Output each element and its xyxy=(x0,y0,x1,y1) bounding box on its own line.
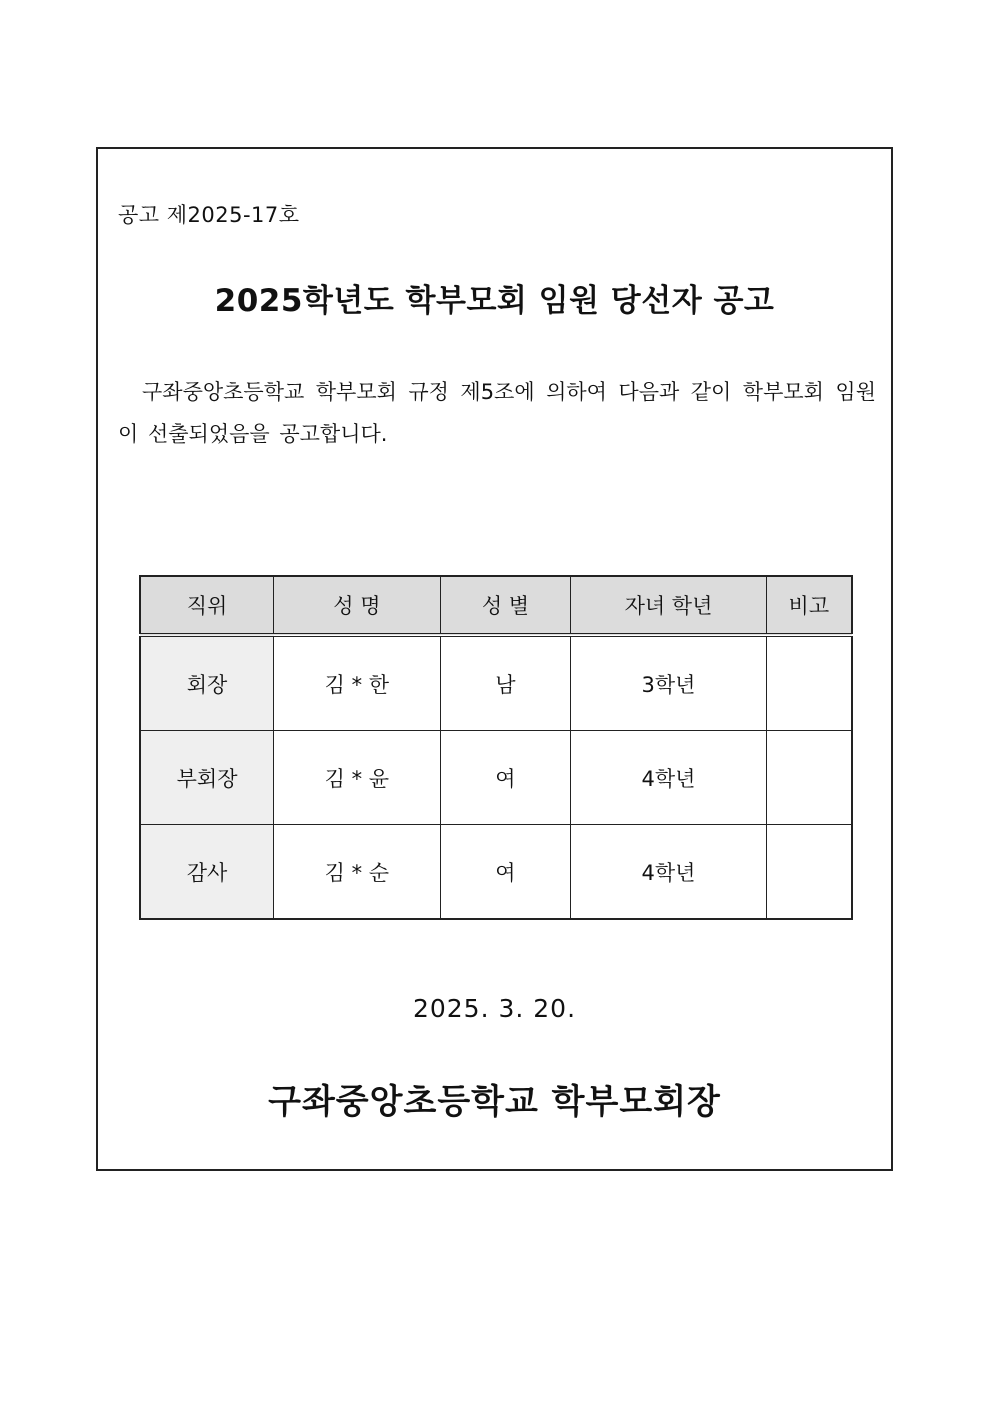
cell-gender: 남 xyxy=(440,635,571,731)
cell-role: 감사 xyxy=(140,825,274,920)
cell-grade: 4학년 xyxy=(571,731,766,825)
cell-gender: 여 xyxy=(440,825,571,920)
cell-role: 부회장 xyxy=(140,731,274,825)
page-title: 2025학년도 학부모회 임원 당선자 공고 xyxy=(214,283,775,319)
notice-date: 2025. 3. 20. xyxy=(412,994,577,1023)
header-name: 성 명 xyxy=(274,576,441,635)
table-row xyxy=(140,825,852,920)
cell-note xyxy=(766,825,852,920)
cell-note xyxy=(766,635,852,731)
notice-frame xyxy=(96,147,893,1171)
signer: 구좌중앙초등학교 학부모회장 xyxy=(268,1082,721,1122)
header-child-grade: 자녀 학년 xyxy=(571,576,766,635)
notice-number: 공고 제2025-17호 xyxy=(118,203,300,227)
cell-role: 회장 xyxy=(140,635,274,731)
cell-name: 김 * 윤 xyxy=(274,731,441,825)
header-gender: 성 별 xyxy=(440,576,571,635)
cell-name: 김 * 순 xyxy=(274,825,441,920)
table-row xyxy=(140,731,852,825)
cell-note xyxy=(766,731,852,825)
cell-grade: 4학년 xyxy=(571,825,766,920)
cell-name: 김 * 한 xyxy=(274,635,441,731)
cell-grade: 3학년 xyxy=(571,635,766,731)
notice-body: 구좌중앙초등학교 학부모회 규정 제5조에 의하여 다음과 같이 학부모회 임원이 선출되었음을 공고합니다. xyxy=(118,380,876,446)
table-header-row xyxy=(140,576,852,635)
cell-gender: 여 xyxy=(440,731,571,825)
header-note: 비고 xyxy=(766,576,852,635)
table-row xyxy=(140,635,852,731)
officer-table xyxy=(139,575,853,920)
header-position: 직위 xyxy=(140,576,274,635)
